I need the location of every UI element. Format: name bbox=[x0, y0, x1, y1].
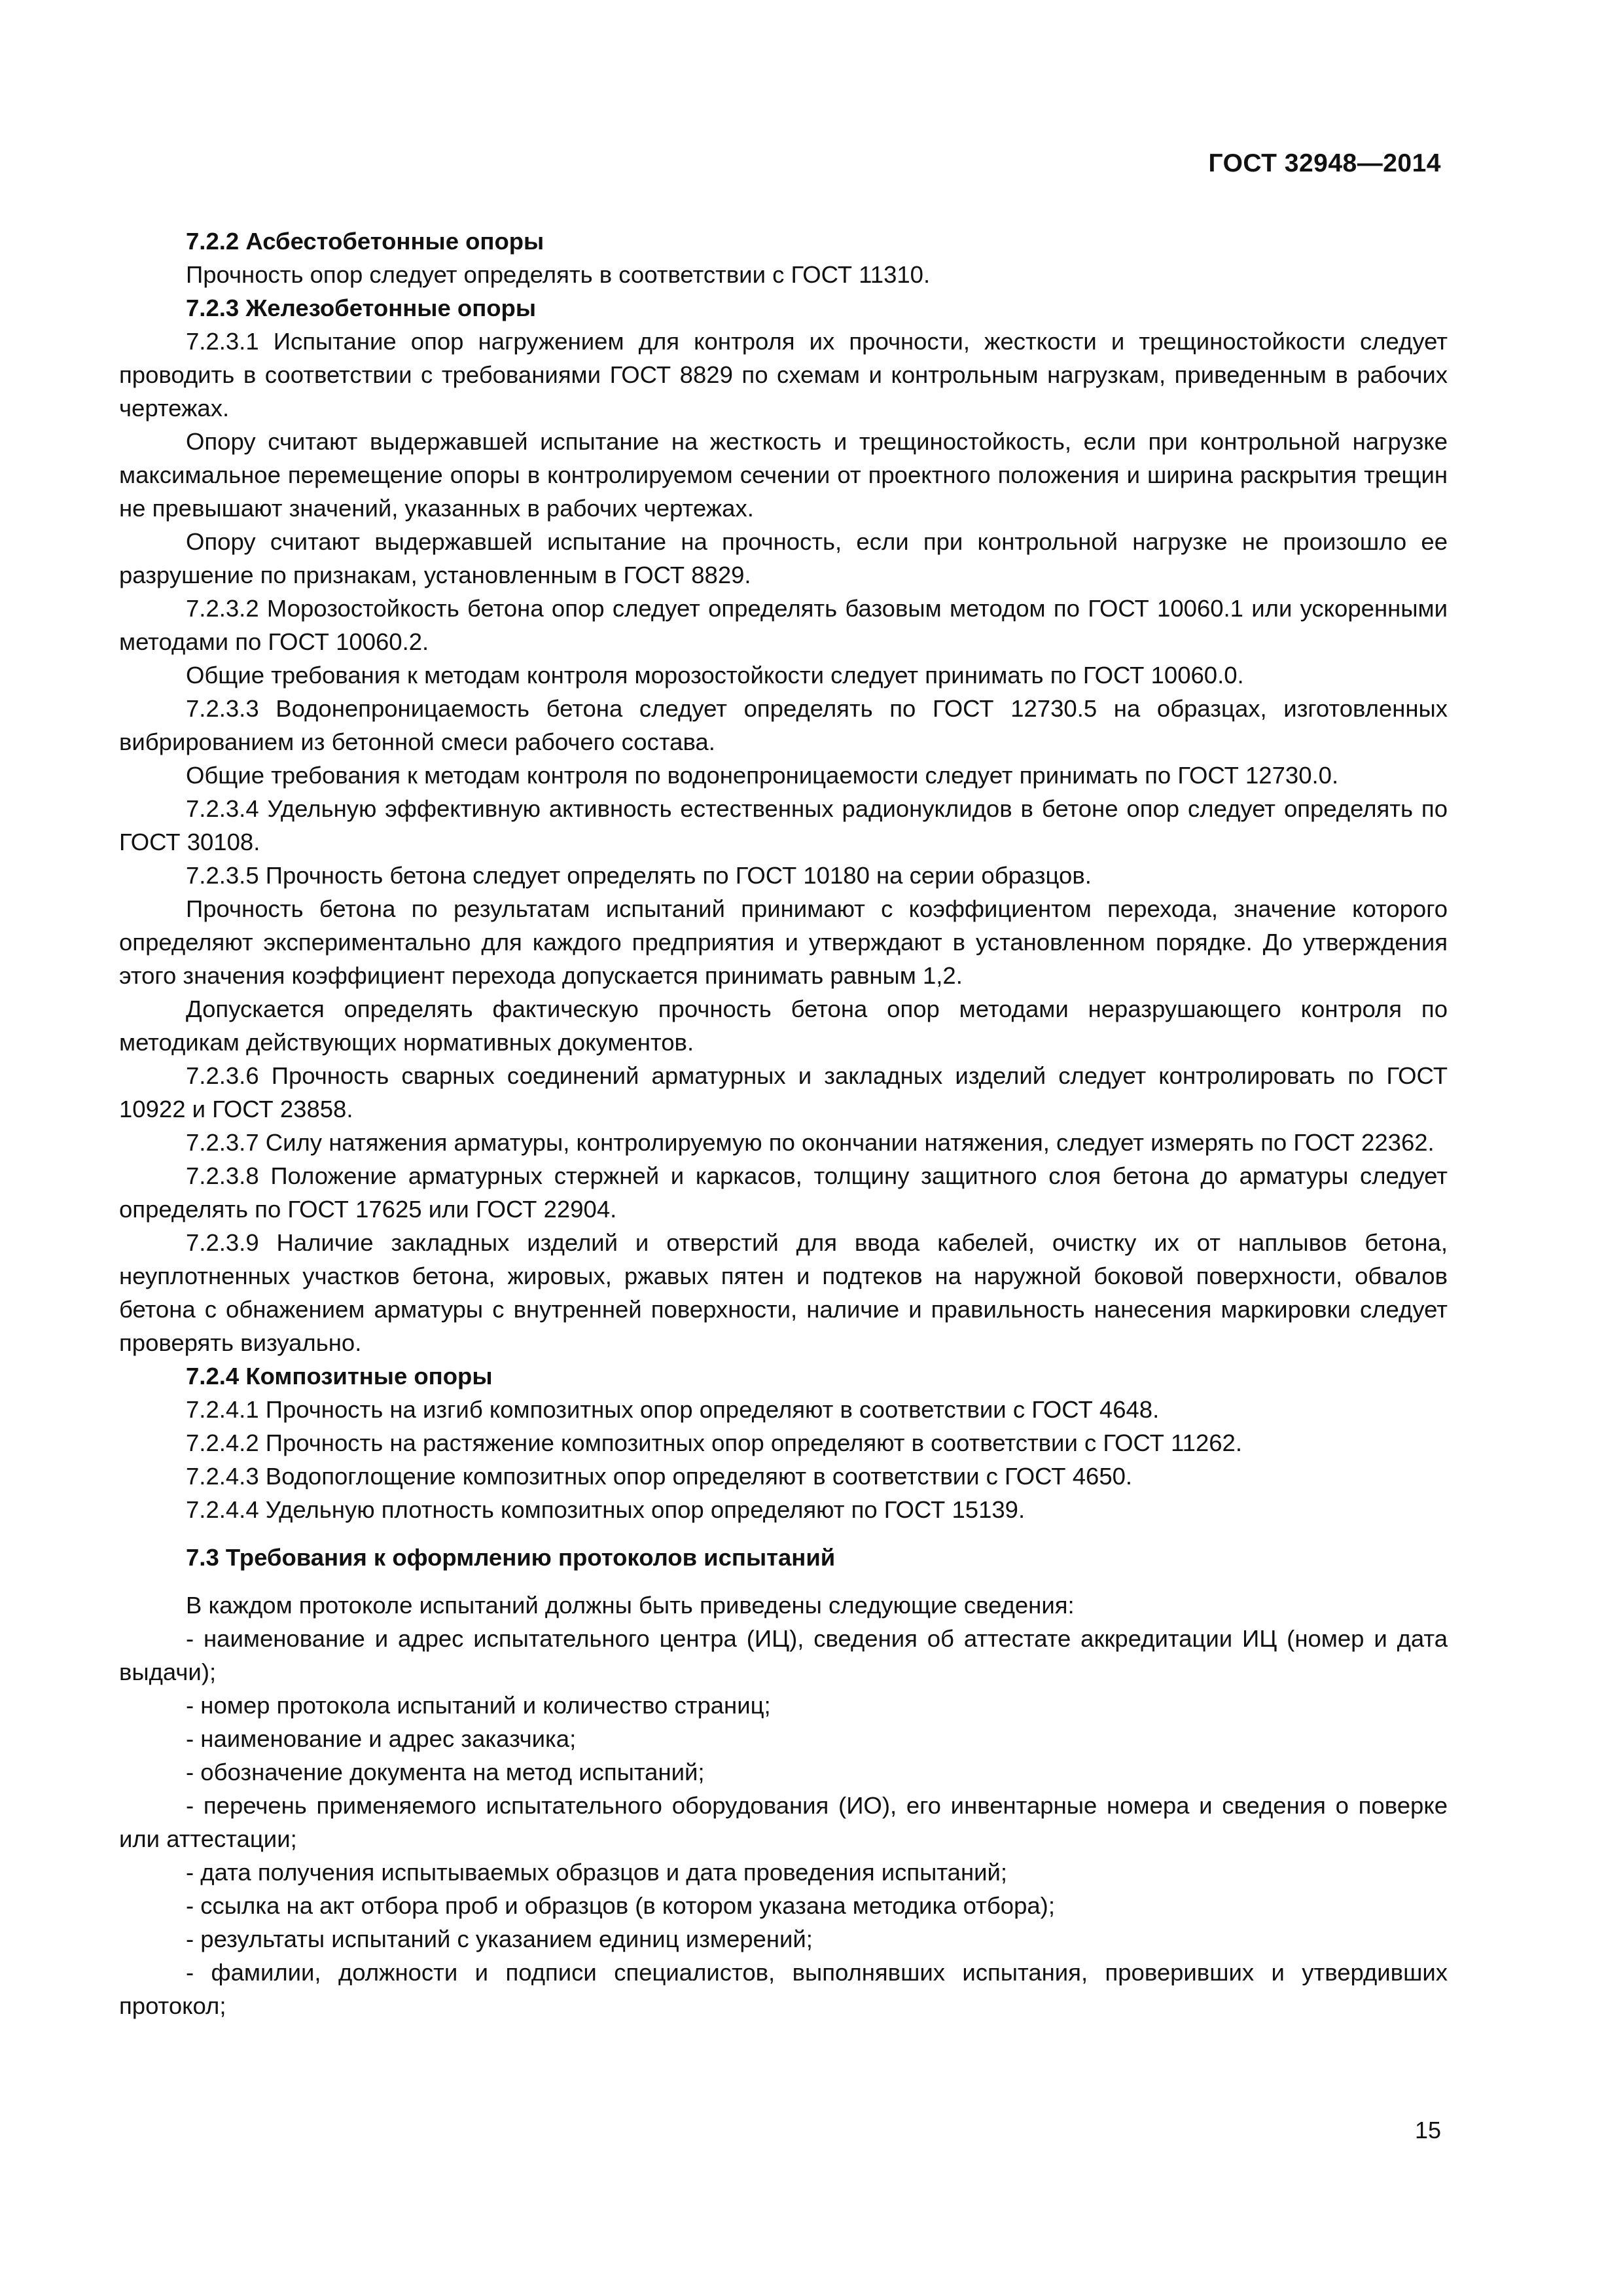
section-heading: 7.2.2 Асбестобетонные опоры bbox=[186, 228, 544, 255]
list-item: - ссылка на акт отбора проб и образцов (в котором указана методика отбора); bbox=[186, 1892, 1055, 1919]
document-body bbox=[119, 224, 1448, 2022]
paragraph: 7.2.3.1 Испытание опор нагружением для контроля их прочности, жесткости и трещиностойкости следует проводить в соответствии с требованиями ГОСТ 8829 по схемам и контрольным нагрузкам, приведенным в рабочих чертежах. bbox=[119, 328, 1448, 422]
list-item: - наименование и адрес заказчика; bbox=[186, 1725, 577, 1752]
section-heading: 7.2.4 Композитные опоры bbox=[186, 1363, 493, 1390]
paragraph: 7.2.3.4 Удельную эффективную активность естественных радионуклидов в бетоне опор следует определять по ГОСТ 30108. bbox=[119, 795, 1448, 855]
list-item: - номер протокола испытаний и количество страниц; bbox=[186, 1692, 771, 1719]
paragraph: 7.2.4.3 Водопоглощение композитных опор определяют в соответствии с ГОСТ 4650. bbox=[186, 1463, 1133, 1490]
section-7-2-content bbox=[119, 224, 1448, 1526]
paragraph: Общие требования к методам контроля морозостойкости следует принимать по ГОСТ 10060.0. bbox=[186, 662, 1244, 689]
list-item: - результаты испытаний с указанием единиц измерений; bbox=[186, 1926, 813, 1952]
paragraph: 7.2.3.8 Положение арматурных стержней и каркасов, толщину защитного слоя бетона до арматуры следует определять по ГОСТ 17625 или ГОСТ 22904. bbox=[119, 1162, 1448, 1223]
paragraph: 7.2.3.6 Прочность сварных соединений арматурных и закладных изделий следует контролировать по ГОСТ 10922 и ГОСТ 23858. bbox=[119, 1062, 1448, 1122]
paragraph: 7.2.3.5 Прочность бетона следует определять по ГОСТ 10180 на серии образцов. bbox=[186, 862, 1092, 889]
paragraph: 7.2.3.2 Морозостойкость бетона опор следует определять базовым методом по ГОСТ 10060.1 или ускоренными методами по ГОСТ 10060.2. bbox=[119, 595, 1448, 655]
protocol-requirements-list bbox=[119, 1622, 1448, 2022]
page-number: 15 bbox=[1414, 2117, 1441, 2144]
list-item: - наименование и адрес испытательного центра (ИЦ), сведения об аттестате аккредитации ИЦ (номер и дата выдачи); bbox=[119, 1625, 1448, 1685]
paragraph: 7.2.4.1 Прочность на изгиб композитных опор определяют в соответствии с ГОСТ 4648. bbox=[186, 1396, 1160, 1423]
paragraph: Опору считают выдержавшей испытание на жесткость и трещиностойкость, если при контрольной нагрузке максимальное перемещение опоры в контролируемом сечении от проектного положения и ширина раскрытия трещин не превышают значений, указанных в рабочих чертежах. bbox=[119, 428, 1448, 522]
paragraph: 7.2.4.2 Прочность на растяжение композитных опор определяют в соответствии с ГОСТ 11262. bbox=[186, 1429, 1242, 1456]
paragraph: 7.2.3.3 Водонепроницаемость бетона следует определять по ГОСТ 12730.5 на образцах, изготовленных вибрированием из бетонной смеси рабочего состава. bbox=[119, 695, 1448, 755]
list-item: - перечень применяемого испытательного оборудования (ИО), его инвентарные номера и сведения о поверке или аттестации; bbox=[119, 1792, 1448, 1852]
list-item: - дата получения испытываемых образцов и дата проведения испытаний; bbox=[186, 1859, 1008, 1886]
paragraph: Прочность бетона по результатам испытаний принимают с коэффициентом перехода, значение которого определяют экспериментально для каждого предприятия и утверждают в установленном порядке. До утверждения этого значения коэффициент перехода допускается принимать равным 1,2. bbox=[119, 895, 1448, 989]
document-code-header: ГОСТ 32948—2014 bbox=[1208, 149, 1441, 177]
list-item: - фамилии, должности и подписи специалистов, выполнявших испытания, проверивших и утвердивших протокол; bbox=[119, 1959, 1448, 2019]
section-7-3-intro: В каждом протоколе испытаний должны быть приведены следующие сведения: bbox=[186, 1592, 1075, 1619]
section-heading: 7.2.3 Железобетонные опоры bbox=[186, 295, 537, 321]
paragraph: Опору считают выдержавшей испытание на прочность, если при контрольной нагрузке не произошло ее разрушение по признакам, установленным в ГОСТ 8829. bbox=[119, 528, 1448, 588]
paragraph: Прочность опор следует определять в соответствии с ГОСТ 11310. bbox=[186, 261, 931, 288]
paragraph: 7.2.4.4 Удельную плотность композитных опор определяют по ГОСТ 15139. bbox=[186, 1496, 1026, 1523]
section-7-3-heading: 7.3 Требования к оформлению протоколов испытаний bbox=[186, 1544, 836, 1571]
list-item: - обозначение документа на метод испытаний; bbox=[186, 1759, 705, 1785]
paragraph: 7.2.3.9 Наличие закладных изделий и отверстий для ввода кабелей, очистку их от наплывов бетона, неуплотненных участков бетона, жировых, ржавых пятен и подтеков на наружной боковой поверхности, обвалов бетона с обнажением арматуры с внутренней поверхности, наличие и правильность нанесения маркировки следует проверять визуально. bbox=[119, 1229, 1448, 1356]
paragraph: 7.2.3.7 Силу натяжения арматуры, контролируемую по окончании натяжения, следует измерять по ГОСТ 22362. bbox=[186, 1129, 1435, 1156]
paragraph: Допускается определять фактическую прочность бетона опор методами неразрушающего контроля по методикам действующих нормативных документов. bbox=[119, 996, 1448, 1056]
paragraph: Общие требования к методам контроля по водонепроницаемости следует принимать по ГОСТ 12730.0. bbox=[186, 762, 1339, 789]
